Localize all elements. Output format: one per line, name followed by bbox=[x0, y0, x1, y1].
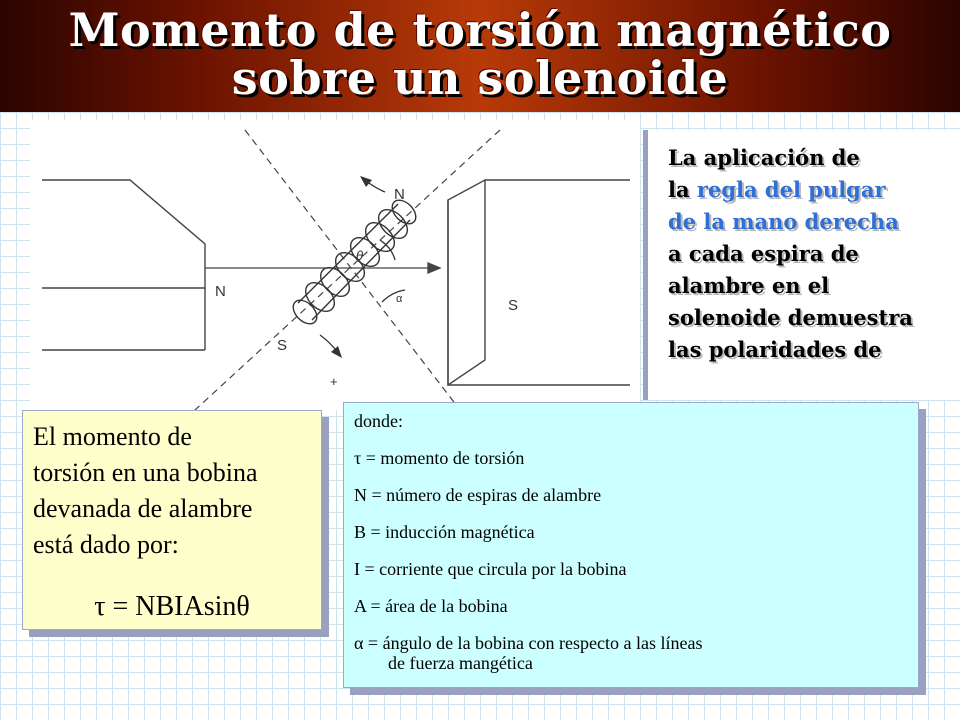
definition-item bbox=[354, 559, 914, 579]
definition-item bbox=[354, 448, 914, 468]
rule-line bbox=[668, 334, 960, 366]
coil-axis-line bbox=[195, 130, 500, 410]
coil-north-label: N bbox=[394, 186, 405, 203]
theta-label: θ bbox=[356, 248, 364, 263]
rule-text-segment: La aplicación de bbox=[668, 145, 860, 170]
definition-item bbox=[354, 522, 914, 542]
definition-text: donde: bbox=[354, 411, 403, 431]
definitions-heading bbox=[354, 411, 914, 431]
bottom-rotation-arrowhead bbox=[331, 346, 342, 358]
rule-line bbox=[668, 238, 960, 270]
definition-text: τ = momento de torsión bbox=[354, 448, 525, 468]
definition-item bbox=[354, 485, 914, 505]
definition-text-continued: de fuerza mangética bbox=[388, 653, 533, 673]
rule-highlight-text: regla del pulgar bbox=[696, 177, 886, 202]
definitions-box bbox=[343, 402, 919, 688]
rule-line bbox=[668, 302, 960, 334]
rule-text-segment: alambre en el bbox=[668, 273, 830, 298]
coil-end-south bbox=[289, 296, 322, 329]
definition-item bbox=[354, 633, 914, 673]
rule-line bbox=[668, 174, 960, 206]
left-magnet-outline bbox=[42, 180, 205, 288]
solenoid-diagram bbox=[30, 120, 640, 410]
rule-line bbox=[668, 142, 960, 174]
definition-text: N = número de espiras de alambre bbox=[354, 485, 602, 505]
plus-label: + bbox=[330, 374, 338, 389]
left-pole-label: N bbox=[215, 283, 226, 300]
explanation-line: El momento de bbox=[33, 422, 192, 451]
definition-text: B = inducción magnética bbox=[354, 522, 535, 542]
right-pole-label: S bbox=[508, 297, 519, 314]
top-rotation-arrowhead bbox=[360, 176, 372, 187]
rule-line bbox=[668, 270, 960, 302]
definition-text: A = área de la bobina bbox=[354, 596, 508, 616]
definition-item bbox=[354, 596, 914, 616]
right-hand-rule-text bbox=[668, 142, 960, 366]
definitions-list bbox=[354, 411, 914, 690]
rule-highlight-text: de la mano derecha bbox=[668, 209, 899, 234]
right-hand-rule-box bbox=[643, 130, 960, 400]
title-line-2: sobre un solenoide bbox=[231, 51, 729, 105]
torque-formula: τ = NBIAsinθ bbox=[94, 591, 250, 622]
coil-edge-bottom bbox=[312, 220, 410, 320]
explanation-line: devanada de alambre bbox=[33, 494, 253, 523]
rule-text-segment: a cada espira de bbox=[668, 241, 859, 266]
title-banner bbox=[0, 0, 960, 112]
definition-text: I = corriente que circula por la bobina bbox=[354, 559, 627, 579]
rule-line bbox=[668, 206, 960, 238]
rule-text-segment: las polaridades de bbox=[668, 337, 882, 362]
solenoid-figure bbox=[30, 120, 640, 410]
torque-explanation-text bbox=[33, 419, 318, 563]
alpha-label: α bbox=[396, 293, 403, 305]
torque-explanation-box bbox=[22, 410, 322, 630]
explanation-line: está dado por: bbox=[33, 530, 179, 559]
right-magnet-face bbox=[448, 180, 485, 385]
title-line-1: Momento de torsión magnético bbox=[68, 3, 892, 57]
field-arrowhead bbox=[428, 263, 440, 273]
explanation-line: torsión en una bobina bbox=[33, 458, 258, 487]
definition-text: α = ángulo de la bobina con respecto a las líneas bbox=[354, 633, 703, 653]
rule-text-segment: la bbox=[668, 177, 697, 202]
coil-south-label: S bbox=[277, 337, 288, 354]
rule-text-segment: solenoide demuestra bbox=[668, 305, 913, 330]
